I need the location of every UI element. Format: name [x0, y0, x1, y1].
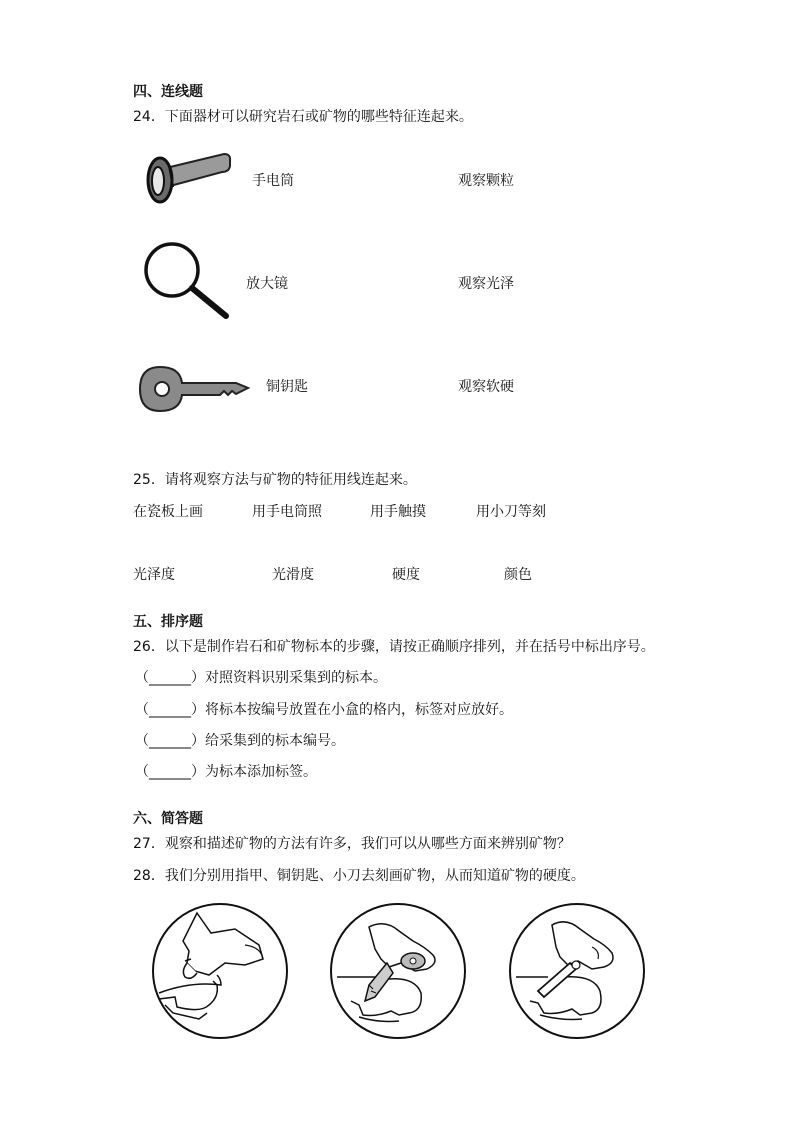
answer-blank[interactable]: （______） — [135, 702, 205, 718]
answer-blank[interactable]: （______） — [135, 733, 205, 749]
magnifier-icon — [140, 240, 236, 322]
method-knife: 用小刀等刻 — [476, 504, 546, 520]
section-5-heading: 五、排序题 — [133, 614, 203, 630]
step-4 — [135, 763, 317, 781]
fingernail-scratch-illustration — [151, 901, 289, 1041]
question-26-text: 26．以下是制作岩石和矿物标本的步骤，请按正确顺序排列，并在括号中标出序号。 — [133, 639, 655, 655]
step-text: 给采集到的标本编号。 — [205, 733, 345, 749]
question-27-text: 27．观察和描述矿物的方法有许多，我们可以从哪些方面来辨别矿物？ — [133, 836, 571, 852]
method-touch: 用手触摸 — [370, 504, 426, 520]
feature-hardness: 硬度 — [392, 567, 420, 583]
feature-luster-label: 观察光泽 — [458, 276, 514, 292]
step-text: 为标本添加标签。 — [205, 764, 317, 780]
step-text: 将标本按编号放置在小盒的格内，标签对应放好。 — [205, 702, 513, 718]
feature-luster-degree: 光泽度 — [133, 567, 175, 583]
step-2 — [135, 701, 513, 719]
section-6-heading: 六、简答题 — [133, 811, 203, 827]
question-25-text: 25．请将观察方法与矿物的特征用线连起来。 — [133, 472, 417, 488]
question-24-text: 24．下面器材可以研究岩石或矿物的哪些特征连起来。 — [133, 109, 473, 125]
question-28-text: 28．我们分别用指甲、铜钥匙、小刀去刻画矿物，从而知道矿物的硬度。 — [133, 868, 585, 884]
knife-scratch-illustration — [508, 901, 646, 1041]
method-streak-plate: 在瓷板上画 — [133, 504, 203, 520]
feature-color: 颜色 — [504, 567, 532, 583]
flashlight-icon — [136, 148, 236, 208]
section-4-heading: 四、连线题 — [133, 84, 203, 100]
answer-blank[interactable]: （______） — [135, 764, 205, 780]
feature-grain-label: 观察颗粒 — [458, 173, 514, 189]
key-icon — [136, 362, 260, 416]
feature-hardness-label: 观察软硬 — [458, 379, 514, 395]
step-1 — [135, 669, 387, 687]
method-flashlight: 用手电筒照 — [252, 504, 322, 520]
step-3 — [135, 732, 345, 750]
key-scratch-illustration — [329, 901, 467, 1041]
step-text: 对照资料识别采集到的标本。 — [205, 670, 387, 686]
answer-blank[interactable]: （______） — [135, 670, 205, 686]
tool-flashlight-label: 手电筒 — [252, 173, 294, 189]
tool-key-label: 铜钥匙 — [266, 379, 308, 395]
feature-smoothness: 光滑度 — [272, 567, 314, 583]
tool-magnifier-label: 放大镜 — [246, 276, 288, 292]
